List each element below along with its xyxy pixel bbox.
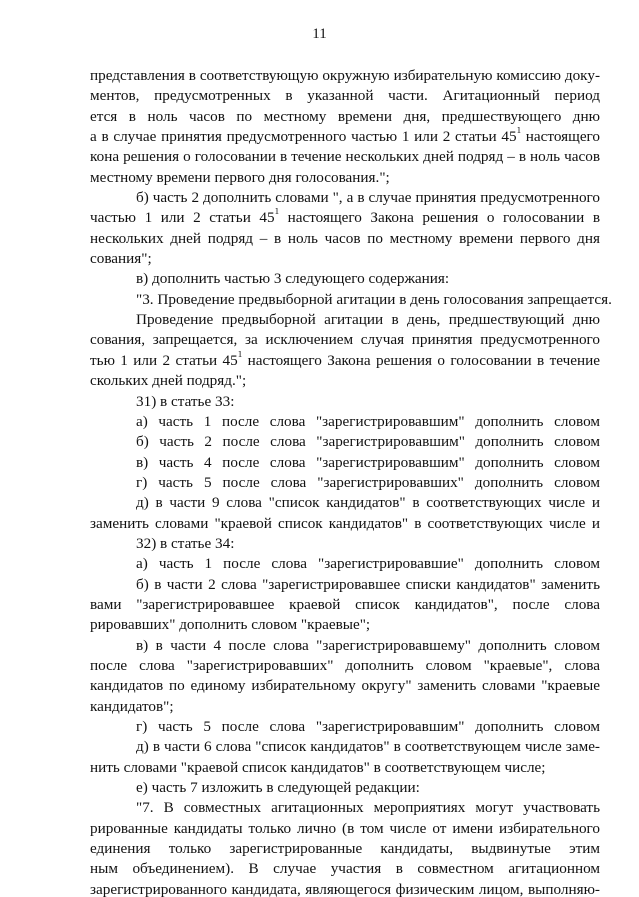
text-line-continuation: настоящего Закона решения о голосовании в течение [247, 351, 600, 369]
text-line-content: нескольких дней подряд – в ноль часов по местному времени первого дня [90, 229, 600, 247]
superscript: 1 [237, 350, 243, 359]
text-line-content: нить словами "краевой список кандидатов" в соответствующем числе; [90, 758, 546, 776]
text-line-content: ментов, предусмотренных в указанной части. Агитационный период [90, 87, 600, 105]
text-line-content: частью 1 или 2 статьи 45 [90, 209, 275, 227]
text-line-content: д) в части 9 слова "список кандидатов" в соответствующих числе и [136, 494, 600, 512]
text-line-content: сования"; [90, 250, 152, 268]
text-line [90, 859, 600, 879]
text-line [90, 514, 600, 534]
text-line [90, 432, 600, 452]
text-line [90, 717, 600, 737]
text-line [90, 351, 600, 371]
text-line-content: рированные кандидаты только лично (в том числе от имени избирательного [90, 819, 600, 837]
text-line [90, 229, 600, 249]
text-line [90, 290, 612, 310]
text-line-content: вами "зарегистрировавшее краевой список кандидатов", после слова [90, 595, 600, 613]
text-line-content: тью 1 или 2 статьи 45 [90, 351, 238, 369]
page-number: 11 [312, 26, 327, 42]
text-line [90, 758, 600, 778]
text-line [90, 473, 600, 493]
text-line [90, 269, 600, 289]
text-line-content: заменить словами "краевой список кандидатов" в соответствующих числе и [90, 514, 600, 532]
text-line [90, 737, 600, 757]
text-line-content: б) часть 2 после слова "зарегистрировавшим" дополнить словом [136, 433, 600, 451]
text-line-continuation: настоящего Закона решения о голосовании в [287, 209, 600, 227]
text-line [90, 534, 600, 554]
text-line-content: а) часть 1 после слова "зарегистрировавшие" дополнить словом [136, 555, 600, 573]
text-line-content: скольких дней подряд."; [90, 372, 247, 390]
text-line [90, 66, 600, 86]
text-line-content: представления в соответствующую окружную избирательную комиссию доку- [90, 67, 600, 84]
text-line [90, 127, 600, 147]
text-line-content: б) в части 2 слова "зарегистрировавшее списки кандидатов" заменить [136, 575, 600, 593]
text-line-content: 31) в статье 33: [136, 392, 235, 410]
text-line-content: в) часть 4 после слова "зарегистрировавшим" дополнить словом [136, 453, 600, 471]
text-line-content: г) часть 5 после слова "зарегистрировавших" дополнить словом [136, 473, 600, 491]
text-line [90, 392, 600, 412]
text-line [90, 412, 600, 432]
text-line [90, 839, 600, 859]
text-line-content: "7. В совместных агитационных мероприятиях могут участвовать [136, 799, 600, 817]
text-line [90, 86, 600, 106]
text-line-content: зарегистрированного кандидата, являющегося физическим лицом, выполняю- [90, 880, 600, 897]
document-body [90, 66, 612, 897]
text-line [90, 188, 600, 208]
text-line [90, 798, 600, 818]
text-line-content: а в случае принятия предусмотренного частью 1 или 2 статьи 45 [90, 128, 517, 146]
text-line-content: а) часть 1 после слова "зарегистрировавшим" дополнить словом [136, 412, 600, 430]
text-line [90, 880, 600, 897]
text-line [90, 819, 600, 839]
text-line [90, 147, 600, 167]
text-line [90, 249, 600, 269]
text-line-content: 32) в статье 34: [136, 534, 235, 552]
text-line-content: "3. Проведение предвыборной агитации в день голосования запрещается. [136, 290, 612, 308]
text-line-content: сования, запрещается, за исключением случая принятия предусмотренного [90, 331, 600, 349]
text-line-content: е) часть 7 изложить в следующей редакции: [136, 779, 420, 797]
text-line [90, 107, 600, 127]
text-line-content: Проведение предвыборной агитации в день, предшествующий дню [136, 311, 600, 329]
text-line [90, 168, 600, 188]
text-line-content: после слова "зарегистрировавших" дополнить словом "краевые", слова [90, 656, 600, 674]
text-line [90, 554, 600, 574]
superscript: 1 [516, 127, 522, 135]
text-line [90, 595, 600, 615]
text-line [90, 575, 600, 595]
text-line-content: единения только зарегистрированные кандидаты, выдвинутые этим [90, 840, 600, 858]
text-line-content: б) часть 2 дополнить словами ", а в случае принятия предусмотренного [136, 189, 600, 207]
text-line [90, 371, 600, 391]
text-line-content: в) дополнить частью 3 следующего содержания: [136, 270, 450, 288]
text-line-content: ется в ноль часов по местному времени дня, предшествующего дню [90, 107, 600, 125]
text-line [90, 330, 600, 350]
text-line-content: в) в части 4 после слова "зарегистрировавшему" дополнить словом [136, 636, 600, 654]
text-line-content: д) в части 6 слова "список кандидатов" в соответствующем числе заме- [136, 738, 600, 756]
text-line [90, 778, 600, 798]
text-line [90, 493, 600, 513]
text-line-content: рировавших" дополнить словом "краевые"; [90, 616, 371, 634]
text-line-content: кандидатов по единому избирательному округу" заменить словами "краевые [90, 677, 600, 695]
text-line [90, 697, 600, 717]
text-line-content: г) часть 5 после слова "зарегистрировавшим" дополнить словом [136, 718, 600, 735]
text-line-content: местному времени первого дня голосования."; [90, 168, 390, 186]
text-line [90, 656, 600, 676]
text-line [90, 208, 600, 228]
text-line [90, 676, 600, 696]
text-line-content: кандидатов"; [90, 697, 174, 715]
text-line [90, 453, 600, 473]
superscript: 1 [274, 208, 280, 217]
text-line-content: кона решения о голосовании в течение нескольких дней подряд – в ноль часов [90, 148, 600, 166]
text-line [90, 310, 600, 330]
text-line-continuation: настоящего [525, 128, 600, 146]
text-line [90, 636, 600, 656]
text-line-content: ным объединением). В случае участия в совместном агитационном [90, 860, 600, 878]
text-line [90, 615, 600, 635]
